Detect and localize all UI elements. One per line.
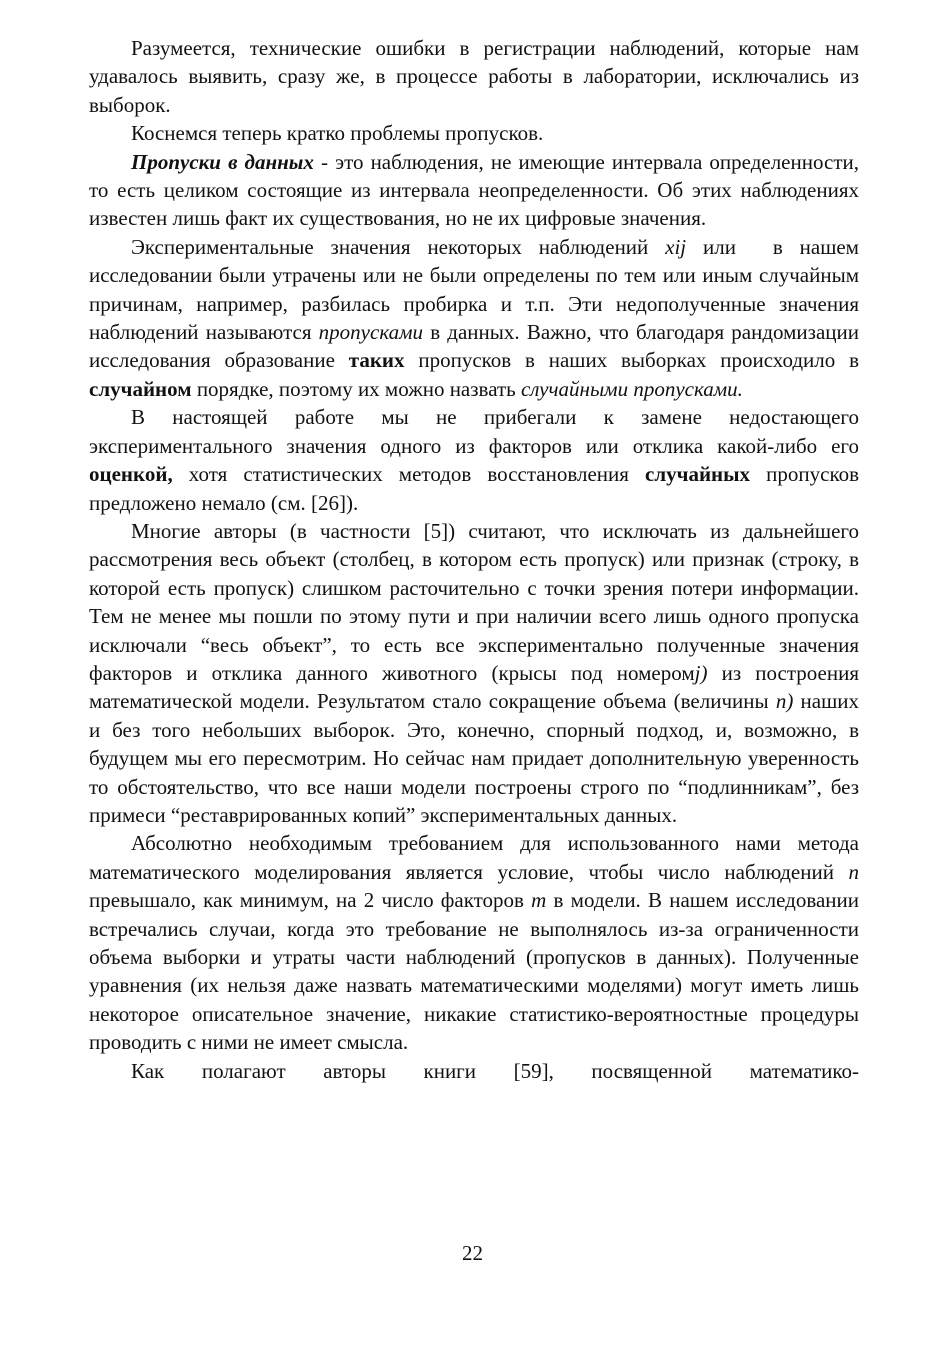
gaps-definition-text: - это наблюдения, не имеющие интервала определенности, то есть целиком состоящие из интервала неопределенности. Об этих наблюдениях известен лишь факт их существования, но не их цифровые значения.	[89, 149, 859, 231]
document-page	[89, 34, 859, 1085]
variable-xij: xij	[665, 234, 687, 259]
paragraph-gaps-definition	[89, 148, 859, 233]
term-gaps-in-data: Пропуски в данных	[131, 149, 314, 174]
text-segment: пропусков предложено немало (см. [26]).	[89, 462, 860, 515]
text-segment: пропусков в наших выборках происходило в	[404, 348, 859, 373]
variable-n: n)	[775, 689, 794, 714]
bold-estimate: оценкой,	[89, 462, 173, 487]
variable-j: j)	[694, 660, 708, 685]
text-segment: в данных. Важно, что благодаря рандомизации исследования образование	[89, 320, 859, 373]
variable-m: m	[531, 888, 547, 913]
text-segment: порядке, поэтому их можно назвать	[191, 376, 521, 401]
paragraph-no-replacement	[89, 403, 859, 517]
page-number: 22	[462, 1241, 483, 1265]
variable-n: n	[848, 859, 859, 884]
text-segment: в модели. В нашем исследовании встречались случаи, когда это требование не выполнялось из-за ограниченности объема выборки и утраты части наблюдений (пропусков в данных). Полученные уравнения (их нельзя даже назвать математическими моделями) могут иметь лишь некоторое описательное значение, никакие статистико-вероятностные процедуры проводить с ними не имеет смысла.	[89, 888, 860, 1055]
paragraph-gaps-intro: Коснемся теперь кратко проблемы пропусков.	[131, 121, 544, 146]
paragraph-many-authors	[89, 517, 859, 829]
text-segment: наших и без того небольших выборок. Это, конечно, спорный подход, и, возможно, в будущем мы его пересмотрим. Но сейчас нам придает дополнительную уверенность то обстоятельство, что все наши модели построены строго по “подлинникам”, без примеси “реставрированных копий” экспериментальных данных.	[89, 689, 860, 827]
paragraph-requirement	[89, 829, 859, 1056]
term-random-gaps: случайными пропусками.	[520, 376, 743, 401]
bold-random: случайном	[89, 376, 192, 401]
text-segment: превышало, как минимум, на 2 число факторов	[89, 888, 532, 913]
paragraph-technical-errors: Разумеется, технические ошибки в регистрации наблюдений, которые нам удавалось выявить, сразу же, в процессе работы в лаборатории, исключались из выборок.	[89, 36, 859, 117]
bold-random-plural: случайных	[645, 462, 751, 487]
text-segment: В настоящей работе мы не прибегали к замене недостающего экспериментального значения одного из факторов или отклика какой-либо его	[89, 405, 859, 458]
text-segment: Абсолютно необходимым требованием для использованного нами метода математического моделирования является условие, чтобы число наблюдений	[89, 831, 859, 884]
text-segment: хотя статистических методов восстановления	[172, 462, 646, 487]
text-segment: в нашем исследовании были утрачены или не были определены по тем или иным случайным причинам, например, разбилась пробирка и т.п. Эти недополученные значения наблюдений называются	[89, 234, 859, 345]
paragraph-experimental-values	[89, 233, 859, 403]
text-segment: Экспериментальные значения некоторых наблюдений	[131, 234, 666, 259]
term-gaps: пропусками	[318, 320, 424, 345]
bold-such: таких	[348, 348, 405, 373]
paragraph-book-authors: Как полагают авторы книги [59], посвященной математико-	[131, 1058, 859, 1083]
text-segment: из построения математической модели. Результатом стало сокращение объема (величины	[89, 660, 859, 714]
text-segment: или	[686, 234, 736, 259]
text-segment: Многие авторы (в частности [5]) считают, что исключать из дальнейшего рассмотрения весь объект (столбец, в котором есть пропуск) или признак (строку, в которой есть пропуск) слишком расточительно с точки зрения потери информации. Тем не менее мы пошли по этому пути и при наличии всего лишь одного пропуска исключали “весь объект”, то есть все экспериментально полученные значения факторов и отклика данного животного (крысы под номером	[89, 518, 859, 685]
